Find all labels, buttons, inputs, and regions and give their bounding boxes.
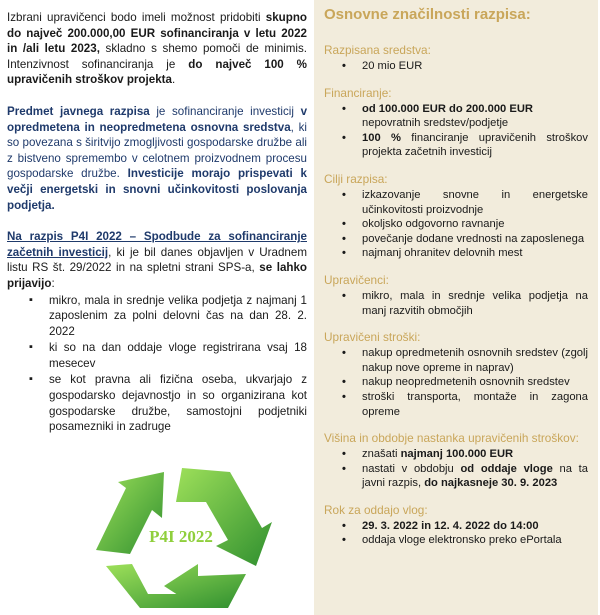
list-item: • okoljsko odgovorno ravnanje — [342, 217, 588, 232]
list-item: • 100 % financiranje upravičenih stroškov projekta začetnih investicij — [342, 131, 588, 160]
left-column — [7, 10, 307, 436]
section-goals — [324, 172, 588, 261]
list-item: • 20 mio EUR — [342, 59, 588, 74]
section-heading: Financiranje: — [324, 85, 392, 100]
list-item: • od 100.000 EUR do 200.000 EUR nepovratnih sredstev/podjetje — [342, 102, 588, 131]
list-item: • najmanj ohranitev delovnih mest — [342, 246, 588, 261]
subject-paragraph: Predmet javnega razpisa je sofinanciranje investicij v opredmetena in neopredmetena osnovna sredstva, ki so povezana s širitvijo zmogljivosti gospodarske družbe ali z bistveno spremembo v celotnem proizvodnem procesu gospodarske družbe. Investicije morajo prispevati k večji energetski in snovni učinkovitosti poslovanja podjetja. — [7, 104, 308, 212]
intro-amount: skupno do največ 200.000,00 EUR sofinanciranja v letu 2022 in /ali letu 2023, — [7, 11, 307, 56]
list-item: • nastati v obdobju od oddaje vloge na ta javni razpis, do najkasneje 30. 9. 2023 — [342, 462, 588, 491]
list-item: • 29. 3. 2022 in 12. 4. 2022 do 14:00 — [342, 519, 588, 534]
list-item: • oddaja vloge elektronsko preko ePortala — [342, 533, 588, 548]
intro-intensity: do največ 100 % upravičenih stroškov projekta — [7, 57, 307, 87]
list-item: • povečanje dodane vrednosti na zaposlenega — [342, 232, 588, 247]
list-item: • izkazovanje snovne in energetske učinkovitosti proizvodnje — [342, 188, 588, 217]
panel-title: Osnovne značilnosti razpisa: — [324, 6, 531, 23]
section-cost-amount-period — [324, 431, 588, 491]
eligibility-list — [29, 293, 307, 435]
intro-paragraph: Izbrani upravičenci bodo imeli možnost pridobiti skupno do največ 200.000,00 EUR sofinanciranja v letu 2022 in /ali letu 2023, skladno s shemo pomoči de minimis. Intenzivnost sofinanciranja je do največ 100 % upravičenih stroškov projekta. — [7, 11, 307, 87]
list-item: ▪ se kot pravna ali fizična oseba, ukvarjajo z gospodarsko dejavnostjo in so organizirana kot gospodarske družbe, samostojni podjetniki posamezniki in zadruge — [29, 372, 307, 434]
section-heading: Rok za oddajo vlog: — [324, 502, 428, 517]
eligibility-paragraph: Na razpis P4I 2022 – Spodbude za sofinanciranje začetnih investicij, ki je bil danes objavljen v Uradnem listu RS št. 29/2022 in na spletni strani SPS-a, se lahko prijavijo: — [7, 230, 308, 290]
section-heading: Cilji razpisa: — [324, 171, 388, 186]
section-funds — [324, 43, 588, 74]
section-eligible-costs — [324, 330, 588, 419]
section-financing — [324, 86, 588, 160]
section-heading: Upravičenci: — [324, 272, 389, 287]
recycle-arrows-icon — [78, 462, 278, 612]
list-item: • mikro, mala in srednje velika podjetja na manj razvitih območjih — [342, 289, 588, 318]
list-item: • znašati najmanj 100.000 EUR — [342, 447, 588, 462]
list-item: ▪ mikro, mala in srednje velika podjetja z najmanj 1 zaposlenim za polni delovni čas na dan 28. 2. 2022 — [29, 293, 307, 340]
list-item: • stroški transporta, montaže in zagona opreme — [342, 390, 588, 419]
section-heading: Upravičeni stroški: — [324, 330, 421, 345]
section-deadline — [324, 503, 588, 548]
list-item: • nakup neopredmetenih osnovnih sredstev — [342, 375, 588, 390]
section-heading: Višina in obdobje nastanka upravičenih stroškov: — [324, 431, 579, 446]
list-item: • nakup opredmetenih osnovnih sredstev (zgolj nakup nove opreme in naprav) — [342, 346, 588, 375]
section-beneficiaries — [324, 273, 588, 318]
call-link: Na razpis P4I 2022 – Spodbude za sofinanciranje začetnih investicij — [7, 230, 307, 259]
features-panel — [314, 0, 598, 615]
logo-text: P4I 2022 — [149, 527, 213, 546]
section-heading: Razpisana sredstva: — [324, 43, 431, 57]
list-item: ▪ ki so na dan oddaje vloge registrirana vsaj 18 mesecev — [29, 340, 307, 371]
